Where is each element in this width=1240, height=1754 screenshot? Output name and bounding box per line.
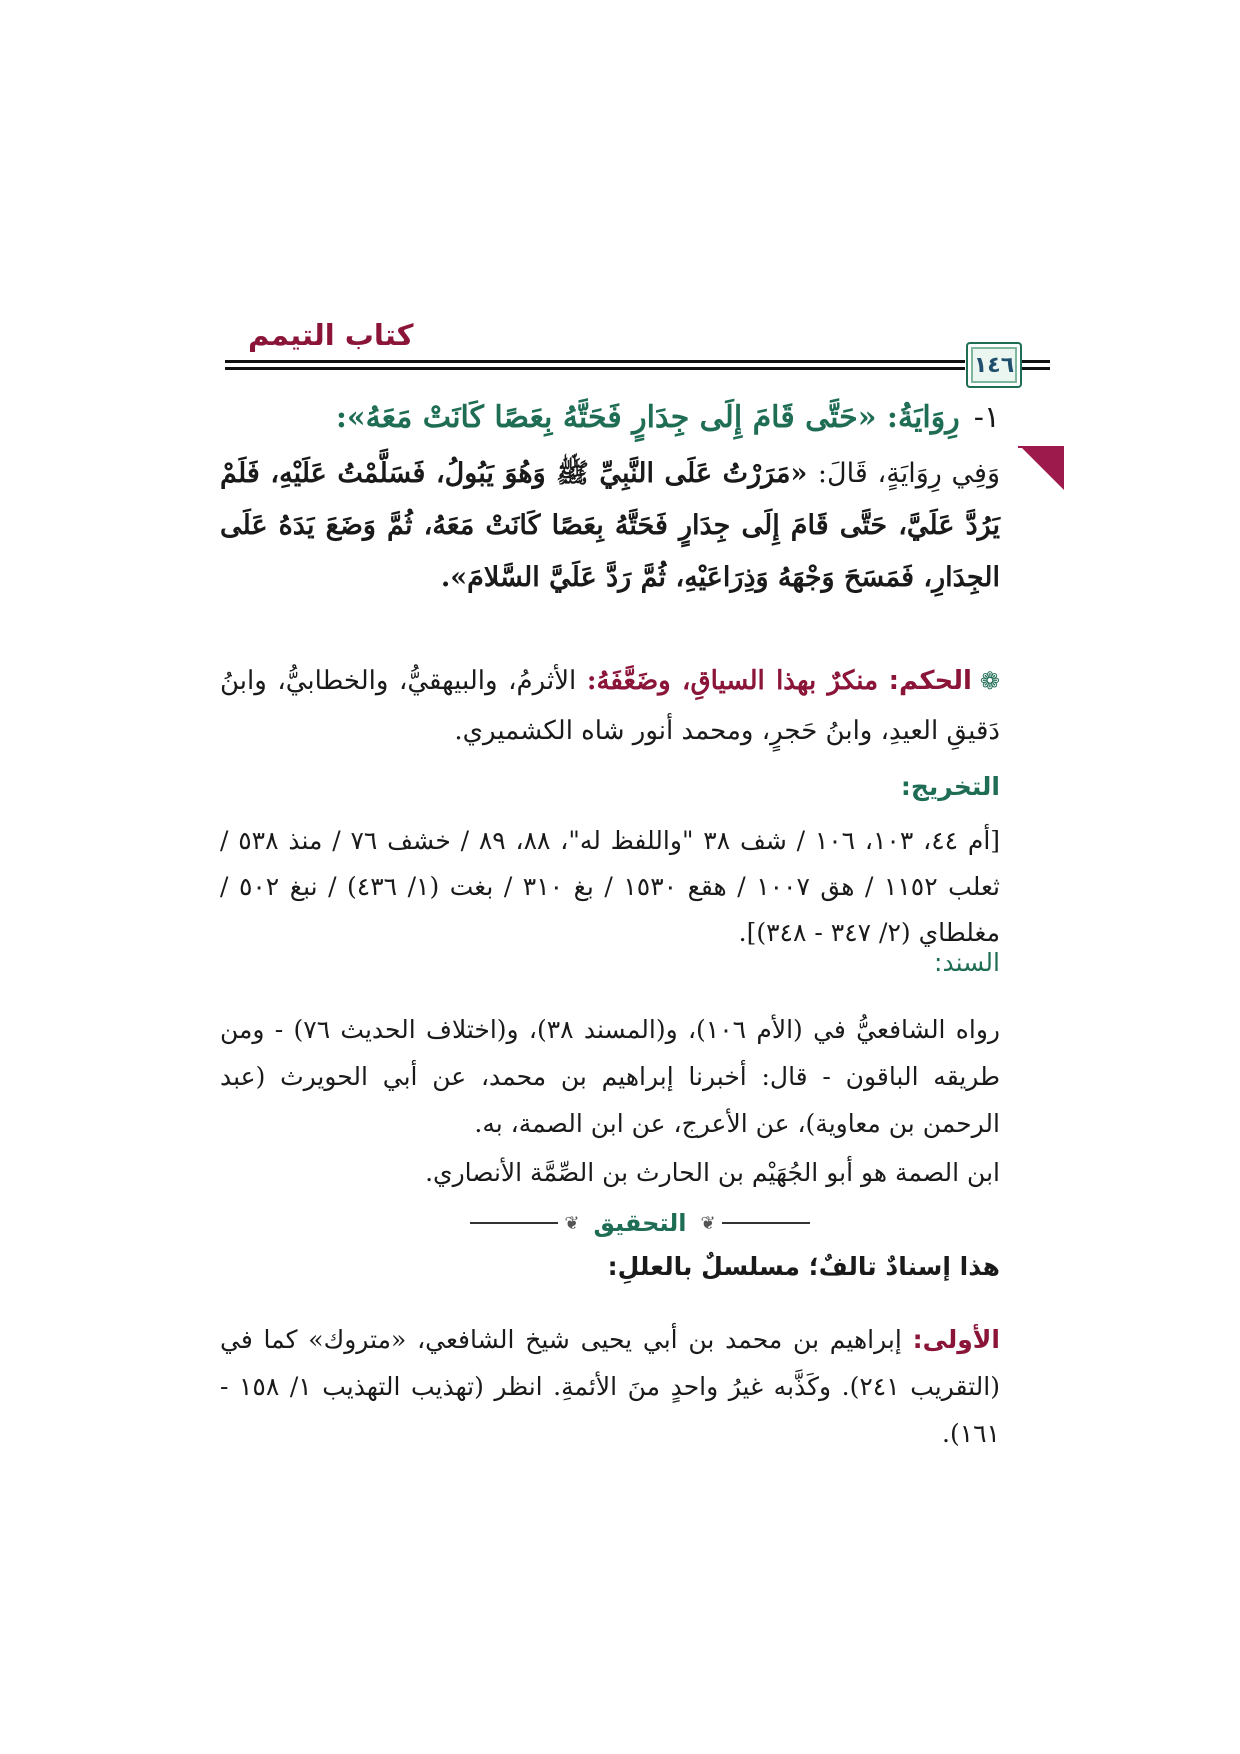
heading-number: ١-: [973, 400, 1000, 435]
heading-text: رِوَايَةُ: «حَتَّى قَامَ إِلَى جِدَارٍ فَحَتَّهُ بِعَصًا كَانَتْ مَعَهُ»:: [335, 400, 960, 435]
header-rule: [225, 367, 965, 370]
first-defect: [220, 1316, 1000, 1457]
corner-ornament: [1020, 446, 1064, 490]
tahqiq-title: التحقيق: [593, 1209, 687, 1237]
sanad-text: رواه الشافعيُّ في (الأم ١٠٦)، و(المسند ٣٨)، و(اختلاف الحديث ٧٦) - ومن طريقه الباقون - قال: أخبرنا إبراهيم بن محمد، عن أبي الحويرث (عبد الرحمن بن معاوية)، عن الأعرج، عن ابن الصمة، به.: [220, 1015, 1000, 1138]
header-rule: [1022, 367, 1050, 370]
first-defect-label: الأولى:: [912, 1325, 1000, 1354]
sanad-label: السند:: [934, 948, 1000, 977]
sanad-note: ابن الصمة هو أبو الجُهَيْم بن الحارث بن الصِّمَّة الأنصاري.: [425, 1158, 1000, 1187]
tahqiq-heading: هذا إسنادٌ تالفٌ؛ مسلسلٌ بالعللِ:: [607, 1252, 1000, 1281]
divider-line: [470, 1222, 558, 1224]
narration-text: [220, 448, 1000, 604]
narration-lead: وَفِي رِوَايَةٍ، قَالَ:: [817, 458, 1000, 489]
corner-ornament-line: [1018, 446, 1064, 448]
ruling-paragraph: [220, 656, 1000, 756]
tahqiq-divider: [470, 1208, 810, 1238]
ruling-verdict: منكرٌ بهذا السياقِ، وضَعَّفَهُ:: [586, 666, 879, 696]
first-defect-text: إبراهيم بن محمد بن أبي يحيى شيخ الشافعي، «متروك» كما في (التقريب ٢٤١). وكَذَّبه غيرُ واحدٍ منَ الأئمةِ. انظر (تهذيب التهذيب ١/ ١٥٨ - ١٦١).: [220, 1325, 1000, 1448]
book-title: كتاب التيمم: [248, 318, 414, 352]
page-number: ١٤٦: [973, 352, 1015, 378]
flower-bullet-icon: ❁: [979, 667, 1001, 695]
divider-line: [722, 1222, 810, 1224]
ornament-icon: ❦: [700, 1212, 716, 1234]
narration-quote: «مَرَرْتُ عَلَى النَّبِيِّ ﷺ وَهُوَ يَبُولُ، فَسَلَّمْتُ عَلَيْهِ، فَلَمْ يَرُدَّ عَلَيَّ، حَتَّى قَامَ إِلَى جِدَارٍ فَحَتَّهُ بِعَصًا كَانَتْ مَعَهُ، ثُمَّ وَضَعَ يَدَهُ عَلَى الجِدَارِ، فَمَسَحَ وَجْهَهُ وَذِرَاعَيْهِ، ثُمَّ رَدَّ عَلَيَّ السَّلامَ».: [220, 458, 1000, 593]
ruling-label: الحكم:: [888, 666, 972, 696]
page-number-frame: [966, 342, 1022, 388]
header-rule: [1022, 360, 1050, 363]
takhrij-text: [أم ٤٤، ١٠٣، ١٠٦ / شف ٣٨ "واللفظ له"، ٨٨، ٨٩ / خشف ٧٦ / منذ ٥٣٨ / ثعلب ١١٥٢ / هق ١٠٠٧ / هقع ١٥٣٠ / بغ ٣١٠ / بغت (١/ ٤٣٦) / نبغ ٥٠٢ / مغلطاي (٢/ ٣٤٧ - ٣٤٨)].: [220, 826, 1001, 947]
header-rule: [225, 360, 965, 363]
takhrij-label: التخريج:: [900, 772, 1000, 801]
ruling-text: الأثرمُ، والبيهقيُّ، والخطابيُّ، وابنُ دَقيقِ العيدِ، وابنُ حَجرٍ، ومحمد أنور شاه الكشميري.: [220, 666, 1000, 746]
ornament-icon: ❦: [564, 1212, 580, 1234]
narration-heading: [336, 400, 1000, 435]
